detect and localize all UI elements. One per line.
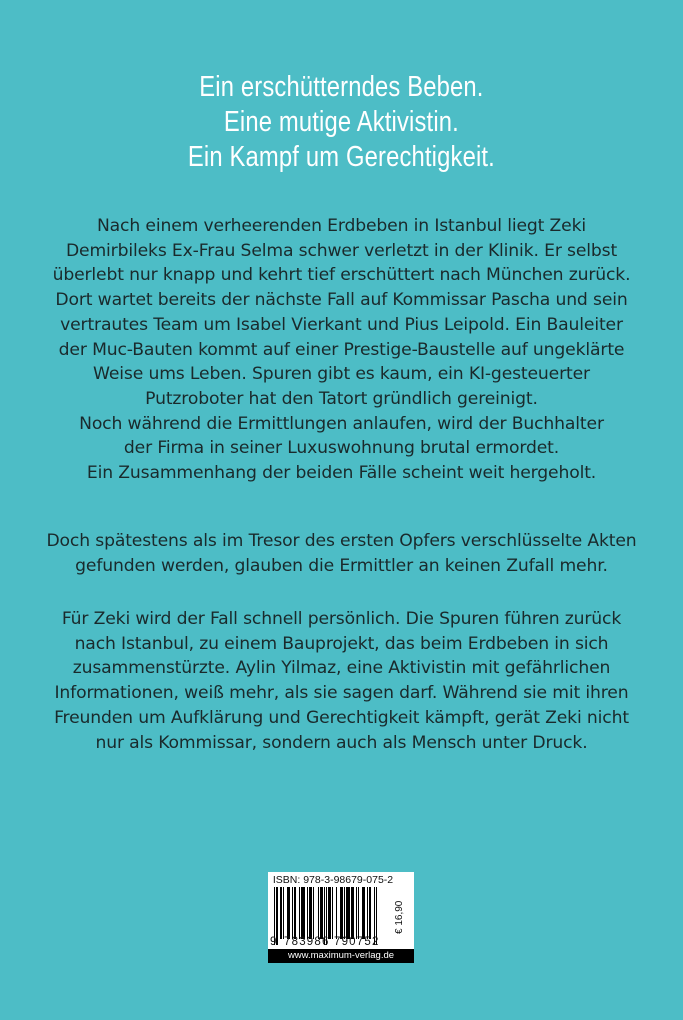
blurb-line: überlebt nur knapp und kehrt tief erschüttert nach München zurück.	[52, 265, 631, 286]
blurb-paragraph-1	[40, 214, 643, 486]
price-label: € 16,90	[394, 900, 405, 934]
tagline-line-3: Ein Kampf um Gerechtigkeit.	[187, 141, 495, 173]
blurb-line: zusammenstürzte. Aylin Yilmaz, eine Aktivistin mit gefährlichen	[72, 658, 611, 679]
barcode-first-digit: 9	[270, 936, 278, 948]
blurb-line: Informationen, weiß mehr, als sie sagen darf. Während sie mit ihren	[54, 683, 629, 704]
tagline-line-1: Ein erschütterndes Beben.	[199, 71, 484, 103]
isbn-label: ISBN: 978-3-98679-075-2	[272, 874, 394, 886]
blurb-line: Noch während die Ermittlungen anlaufen, wird der Buchhalter	[79, 413, 604, 434]
tagline-line-2: Eine mutige Aktivistin.	[223, 106, 459, 138]
blurb-line: nach Istanbul, zu einem Bauprojekt, das beim Erdbeben in sich	[74, 633, 609, 654]
blurb-line: gefunden werden, glauben die Ermittler an keinen Zufall mehr.	[75, 555, 608, 576]
blurb-line: Dort wartet bereits der nächste Fall auf Kommissar Pascha und sein	[55, 290, 628, 311]
blurb-paragraph-2	[40, 529, 643, 578]
blurb-line: vertrautes Team um Isabel Vierkant und Pius Leipold. Ein Bauleiter	[60, 314, 623, 335]
blurb-line: der Firma in seiner Luxuswohnung brutal ermordet.	[123, 438, 560, 459]
blurb-line: Für Zeki wird der Fall schnell persönlich. Die Spuren führen zurück	[61, 609, 622, 629]
blurb-line: Putzroboter hat den Tatort gründlich gereinigt.	[145, 388, 538, 409]
publisher-url: www.maximum-verlag.de	[268, 949, 414, 963]
blurb-line: nur als Kommissar, sondern auch als Mensch unter Druck.	[95, 732, 588, 753]
barcode-digit-groups: 783986 790752	[284, 936, 380, 948]
blurb-line: Doch spätestens als im Tresor des ersten Opfers verschlüsselte Akten	[46, 531, 637, 551]
blurb-line: Freunden um Aufklärung und Gerechtigkeit kämpft, gerät Zeki nicht	[54, 707, 629, 728]
blurb-line: Nach einem verheerenden Erdbeben in Istanbul liegt Zeki	[96, 216, 587, 236]
blurb-line: der Muc-Bauten kommt auf einer Prestige-Baustelle auf ungeklärte	[58, 339, 625, 360]
blurb-line: Ein Zusammenhang der beiden Fälle scheint weit hergeholt.	[86, 463, 597, 484]
barcode-digits	[270, 936, 398, 948]
blurb-paragraph-3	[40, 607, 643, 755]
barcode-block	[268, 872, 414, 963]
tagline	[61, 70, 621, 175]
blurb-line: Weise ums Leben. Spuren gibt es kaum, ein KI-gesteuerter	[93, 364, 590, 385]
blurb-line: Demirbileks Ex-Frau Selma schwer verletzt in der Klinik. Er selbst	[65, 240, 618, 261]
